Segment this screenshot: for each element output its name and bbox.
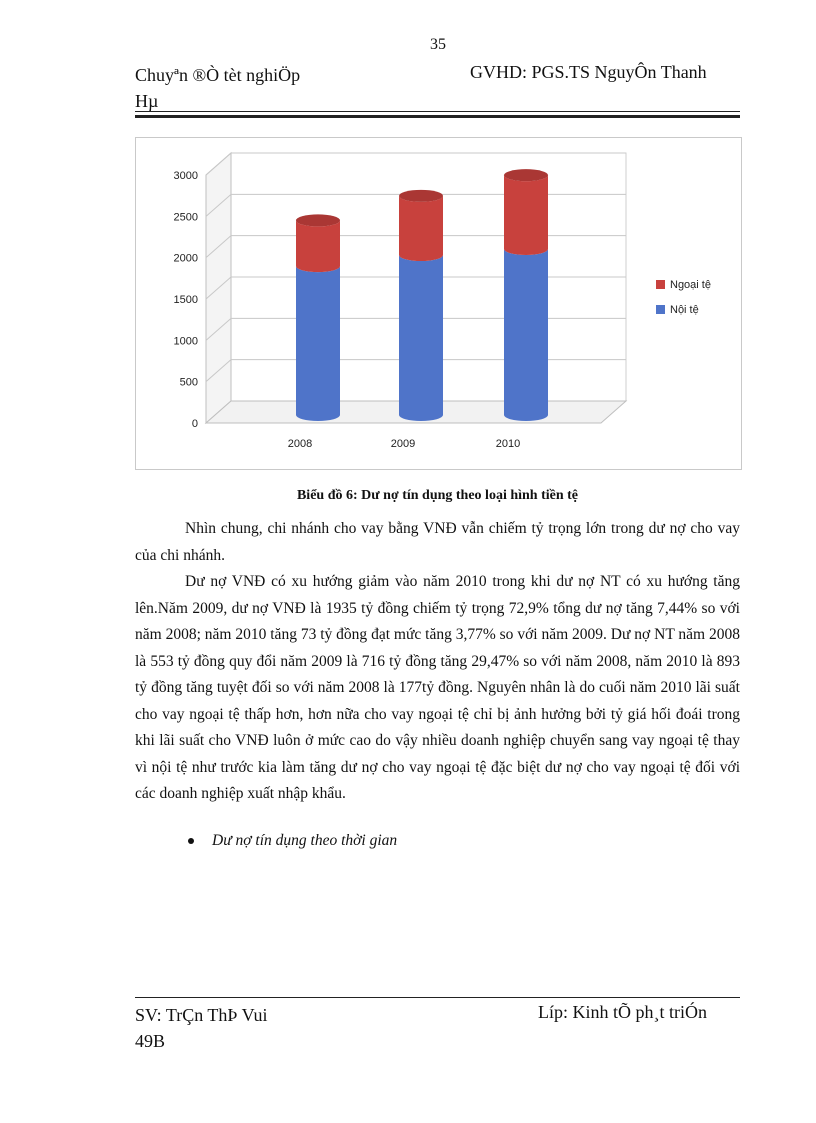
header-left-line1: Chuyªn ®Ò tèt nghiÖp [135,65,301,85]
chart-caption: Biểu đồ 6: Dư nợ tín dụng theo loại hình tiền tệ [296,488,579,503]
y-tick-label: 1500 [173,294,198,306]
bar-segment-ngoai-te [296,220,340,272]
bullet-text: Dư nợ tín dụng theo thời gian [212,832,398,849]
bar-top-cap [399,190,443,202]
legend-swatch [656,305,665,314]
header-right: GVHD: PGS.TS NguyÔn Thanh [470,62,707,82]
paragraph-2: Dư nợ VNĐ có xu hướng giảm vào năm 2010 trong khi dư nợ NT có xu hướng tăng lên.Năm 2009, dư nợ VNĐ là 1935 tỷ đồng chiếm tỷ trọng 72,9% tổng dư nợ tăng 7,44% so với năm 2008; năm 2010 tăng 73 tỷ đồng đạt mức tăng 3,77% so với năm 2009. Dư nợ NT năm 2008 là 553 tỷ đồng quy đổi năm 2009 là 716 tỷ đồng tăng 29,47% so với năm 2008, năm 2010 là 893 tỷ đồng tăng tuyệt đối so với năm 2008 là 177tỷ đồng. Nguyên nhân là do cuối năm 2010 lãi suất cho vay ngoại tệ thấp hơn, hơn nữa cho vay ngoại tệ chỉ bị ảnh hưởng bởi tỷ giá hối đoái trong khi lãi suất cho VNĐ luôn ở mức cao do vậy nhiều doanh nghiệp chuyển sang vay ngoại tệ thay vì nội tệ như trước kia làm tăng dư nợ cho vay ngoại tệ đặc biệt dư nợ cho vay ngoại tệ đối với các doanh nghiệp xuất nhập khẩu. [135,573,740,802]
bullet-item [188,832,397,850]
legend-label: Nội tệ [670,304,699,316]
bar-segment-noi-te [399,255,443,421]
footer-rule [135,997,740,998]
bar-segment-noi-te [504,249,548,421]
x-tick-label: 2009 [390,438,416,450]
bar-top-cap [504,169,548,181]
header-rule-thick [135,115,740,118]
footer-left-line1: SV: TrÇn ThÞ Vui [135,1005,268,1025]
x-tick-label: 2008 [287,438,313,450]
footer-left [135,1002,268,1054]
paragraph-1: Nhìn chung, chi nhánh cho vay bằng VNĐ vẫn chiếm tỷ trọng lớn trong dư nợ cho vay của chi nhánh. [135,520,740,564]
bar-segment-noi-te [296,266,340,421]
y-tick-label: 2000 [173,252,198,265]
bar-segment-ngoai-te [504,175,548,255]
header-left-line2: Hµ [135,91,159,111]
y-tick-label: 2500 [173,211,198,224]
footer-left-line2: 49B [135,1031,166,1051]
bar-top-cap [296,214,340,226]
y-tick-label: 3000 [173,170,198,182]
y-tick-label: 1000 [173,335,198,348]
legend-label: Ngoại tệ [670,279,711,291]
stacked-bar-chart [136,138,741,469]
y-tick-label: 500 [179,376,198,389]
header-rule-thin [135,111,740,112]
bullet-dot-icon [188,838,194,844]
bar-segment-ngoai-te [399,196,443,261]
page-number: 35 [430,36,446,53]
header-left [135,62,300,114]
x-tick-label: 2010 [495,438,521,450]
footer-right: Líp: Kinh tÕ ph¸t triÓn [538,1002,707,1022]
body-text [135,516,740,808]
legend-swatch [656,280,665,289]
chart-container [135,137,742,470]
y-tick-label: 0 [191,418,198,430]
